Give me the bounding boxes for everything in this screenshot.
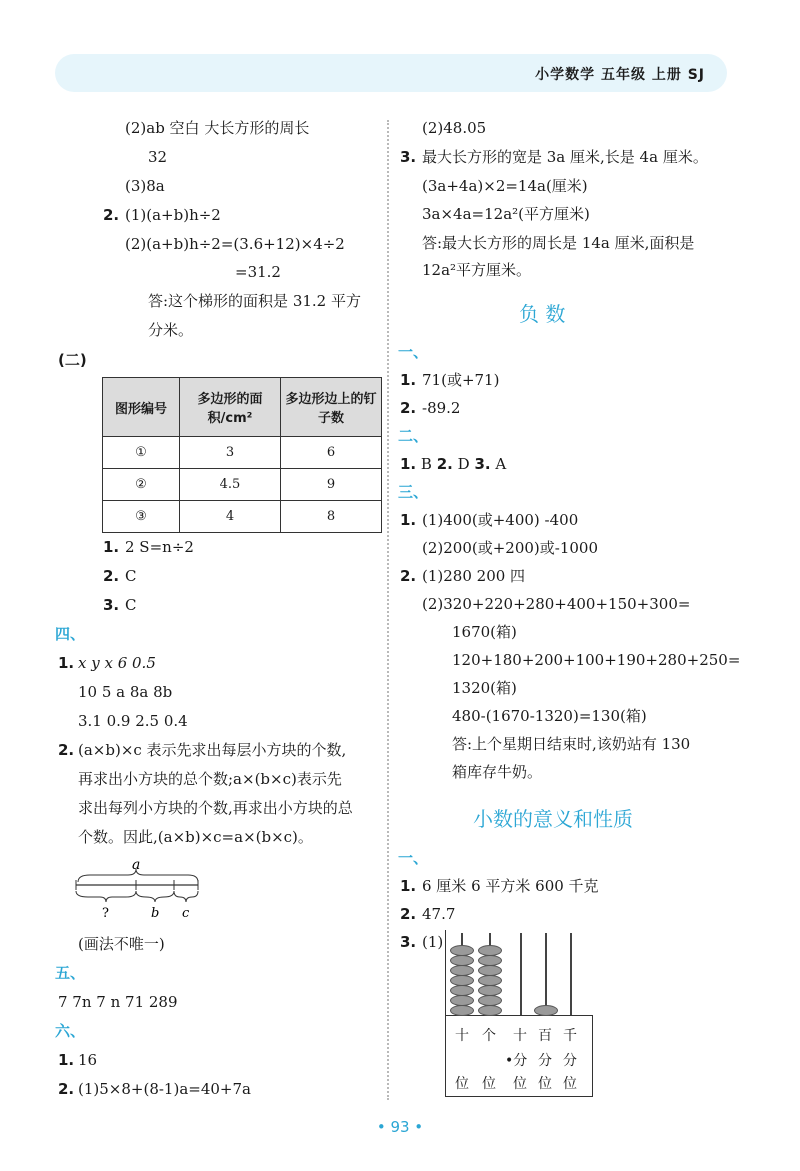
question-number: 2. xyxy=(400,399,417,417)
question-number: 3. xyxy=(474,455,491,473)
table-cell: 3 xyxy=(180,437,281,469)
answer-line: (3)8a xyxy=(125,177,165,195)
table-cell: 8 xyxy=(281,501,382,533)
place-label: 十 xyxy=(513,1028,527,1044)
place-label: 分 xyxy=(563,1053,577,1069)
answer-line: (2)200(或+200)或-1000 xyxy=(422,539,599,557)
answer-line: 3a×4a=12a²(平方厘米) xyxy=(422,205,590,223)
answer-line: =31.2 xyxy=(235,263,281,281)
question-number: 1. xyxy=(58,1051,75,1069)
question-number: 1. xyxy=(400,511,417,529)
answer-line: 16 xyxy=(78,1051,98,1069)
abacus-bead xyxy=(478,945,502,956)
answer-line: 分米。 xyxy=(148,321,194,339)
table-header-cell: 多边形边上的钉子数 xyxy=(281,378,382,437)
abacus-rod xyxy=(545,933,547,1015)
table-header-cell: 图形编号 xyxy=(103,378,180,437)
diagram-label-b: b xyxy=(151,906,160,921)
abacus-bead xyxy=(450,985,474,996)
answer-line: 12a²平方厘米。 xyxy=(422,261,532,279)
section-title-decimals: 小数的意义和性质 xyxy=(473,807,633,831)
table-row xyxy=(103,501,382,533)
question-number: 3. xyxy=(400,933,417,951)
section-heading: 三、 xyxy=(398,483,429,501)
answer-line: 最大长方形的宽是 3a 厘米,长是 4a 厘米。 xyxy=(422,148,708,166)
answer-line: 求出每列小方块的个数,再求出小方块的总 xyxy=(78,799,353,817)
answer-line: (2)(a+b)h÷2=(3.6+12)×4÷2 xyxy=(125,235,345,253)
answer-line: 箱库存牛奶。 xyxy=(452,763,543,781)
answer-line: 47.7 xyxy=(422,905,456,923)
abacus-bead xyxy=(478,985,502,996)
abacus-bead xyxy=(478,955,502,966)
abacus-bead xyxy=(450,945,474,956)
table-cell: 9 xyxy=(281,469,382,501)
abacus-bead xyxy=(450,995,474,1006)
answer-line: (1)5×8+(8-1)a=40+7a xyxy=(78,1080,251,1098)
place-label: 分 xyxy=(538,1053,552,1069)
place-label: 十 xyxy=(455,1028,469,1044)
bottom-brace-c xyxy=(174,891,198,902)
abacus-bead xyxy=(478,1005,502,1016)
answer-line: -89.2 xyxy=(422,399,461,417)
section-title-negative-numbers: 负 数 xyxy=(519,302,566,326)
table-header-row xyxy=(103,378,382,437)
place-label: •分 xyxy=(505,1053,528,1069)
abacus-bead xyxy=(478,965,502,976)
table-cell: ② xyxy=(103,469,180,501)
question-number: 2. xyxy=(436,455,453,473)
question-number: 2. xyxy=(58,741,75,759)
answer-line: x y x 6 0.5 xyxy=(78,654,156,672)
section-heading: 六、 xyxy=(55,1022,86,1040)
question-number: 1. xyxy=(58,654,75,672)
question-number: 1. xyxy=(400,877,417,895)
place-label: 位 xyxy=(563,1076,577,1092)
subsection-label: (二) xyxy=(58,351,87,369)
answer-line: 答:最大长方形的周长是 14a 厘米,面积是 xyxy=(422,234,695,252)
answer-line: 32 xyxy=(148,148,168,166)
answer-line: 个数。因此,(a×b)×c=a×(b×c)。 xyxy=(78,828,313,846)
table-cell: ③ xyxy=(103,501,180,533)
answer-line: 7 7n 7 n 71 289 xyxy=(58,993,178,1011)
question-number: 1. xyxy=(103,538,120,556)
segment-diagram xyxy=(70,855,210,925)
bottom-brace-b xyxy=(136,891,174,902)
answer-line xyxy=(400,454,506,474)
section-heading: 四、 xyxy=(55,625,86,643)
section-heading: 一、 xyxy=(398,343,429,361)
question-number: 2. xyxy=(58,1080,75,1098)
answer-line: 2 S=n÷2 xyxy=(125,538,194,556)
abacus-rod xyxy=(520,933,522,1015)
note-text: (画法不唯一) xyxy=(78,935,165,953)
answer-line: 再求出小方块的总个数;a×(b×c)表示先 xyxy=(78,770,342,788)
answer-line: 71(或+71) xyxy=(422,371,500,389)
answer-choice: A xyxy=(495,455,507,473)
table-cell: 4.5 xyxy=(180,469,281,501)
diagram-label-a: a xyxy=(132,857,141,873)
place-label: 位 xyxy=(455,1076,469,1092)
abacus-bead xyxy=(450,965,474,976)
answer-line: (a×b)×c 表示先求出每层小方块的个数, xyxy=(78,741,347,759)
answer-line: 答:这个梯形的面积是 31.2 平方 xyxy=(148,292,361,310)
table-header-cell: 多边形的面积/cm² xyxy=(180,378,281,437)
question-number: 3. xyxy=(103,596,120,614)
question-number: 1. xyxy=(400,371,417,389)
abacus-rod xyxy=(570,933,572,1015)
table-cell: 4 xyxy=(180,501,281,533)
answer-line: (1)400(或+400) -400 xyxy=(422,511,579,529)
answer-line: (2)320+220+280+400+150+300= xyxy=(422,595,691,613)
answer-line: C xyxy=(125,567,137,585)
abacus-bead xyxy=(450,1005,474,1016)
diagram-label-c: c xyxy=(182,906,190,921)
column-divider xyxy=(387,120,389,1100)
table-row xyxy=(103,437,382,469)
table-row xyxy=(103,469,382,501)
place-label: 位 xyxy=(538,1076,552,1092)
answer-line: (2)ab 空白 大长方形的周长 xyxy=(125,119,310,137)
answer-choice: B xyxy=(420,455,432,473)
answer-line: 1320(箱) xyxy=(452,679,517,697)
table-cell: ① xyxy=(103,437,180,469)
abacus-bead xyxy=(450,955,474,966)
abacus-bead xyxy=(534,1005,558,1016)
answer-line: C xyxy=(125,596,137,614)
answer-line: 答:上个星期日结束时,该奶站有 130 xyxy=(452,735,691,753)
question-number: 1. xyxy=(400,455,417,473)
question-number: 2. xyxy=(103,206,120,224)
section-heading: 五、 xyxy=(55,964,86,982)
abacus-bead xyxy=(450,975,474,986)
place-label: 个 xyxy=(482,1028,496,1044)
place-label: 千 xyxy=(563,1028,577,1044)
answer-line: 1670(箱) xyxy=(452,623,517,641)
answer-line: 3.1 0.9 2.5 0.4 xyxy=(78,712,188,730)
section-heading: 二、 xyxy=(398,427,429,445)
page-number: • 93 • xyxy=(376,1118,424,1136)
polygon-table xyxy=(102,377,382,533)
question-number: 2. xyxy=(400,905,417,923)
answer-choice: D xyxy=(457,455,470,473)
answer-line: 10 5 a 8a 8b xyxy=(78,683,173,701)
place-label: 位 xyxy=(482,1076,496,1092)
section-heading: 一、 xyxy=(398,849,429,867)
answer-line: (2)48.05 xyxy=(422,119,487,137)
place-label: 位 xyxy=(513,1076,527,1092)
question-number: 2. xyxy=(103,567,120,585)
bottom-brace-q xyxy=(76,891,136,902)
header-title: 小学数学 五年级 上册 SJ xyxy=(535,67,705,83)
place-label: 百 xyxy=(538,1028,552,1044)
answer-line: 480-(1670-1320)=130(箱) xyxy=(452,707,647,725)
answer-line: (1)(a+b)h÷2 xyxy=(125,206,221,224)
diagram-label-q: ? xyxy=(102,906,109,921)
answer-line: 120+180+200+100+190+280+250= xyxy=(452,651,741,669)
page-header-bar xyxy=(55,54,727,92)
abacus-bead xyxy=(478,975,502,986)
abacus-bead xyxy=(478,995,502,1006)
abacus-left-rail xyxy=(445,930,447,1015)
question-number: 3. xyxy=(400,148,417,166)
answer-line: (1)280 200 四 xyxy=(422,567,526,585)
answer-line: 6 厘米 6 平方米 600 千克 xyxy=(422,877,599,895)
table-cell: 6 xyxy=(281,437,382,469)
question-number: 2. xyxy=(400,567,417,585)
answer-line: (3a+4a)×2=14a(厘米) xyxy=(422,177,588,195)
answer-line: (1) xyxy=(422,933,444,951)
